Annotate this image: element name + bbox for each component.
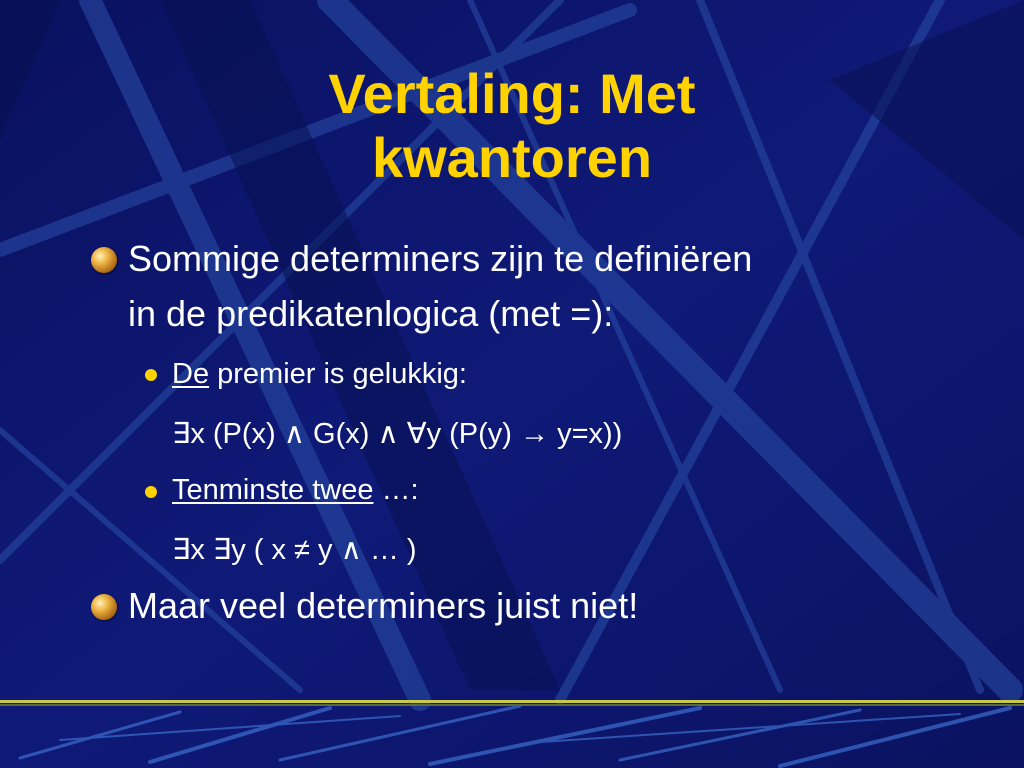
sub-item-2-formula: ∃x ∃y ( x ≠ y ∧ … ) <box>172 534 417 566</box>
sub-item-1 <box>172 354 467 394</box>
bullet-2: Maar veel determiners juist niet! <box>128 585 639 626</box>
slide-title-line1: Vertaling: Met <box>328 62 696 125</box>
sub-item-1-rest: premier is gelukkig: <box>209 358 467 390</box>
slide-title-line2: kwantoren <box>371 126 653 189</box>
sub-item-2-rest: …: <box>373 474 419 506</box>
bullet-1-line1: Sommige determiners zijn te definiëren <box>128 238 753 279</box>
sub-item-1-formula: ∃x (P(x) ∧ G(x) ∧ ∀y (P(y) → y=x)) <box>172 418 623 450</box>
bullet-ball-icon <box>91 594 117 620</box>
sub-item-2-underlined: Tenminste twee <box>172 474 374 506</box>
sub-item-2 <box>172 470 419 510</box>
sub-item-1-underlined: De <box>172 358 210 390</box>
bullet-ball-icon <box>91 247 117 273</box>
bullet-dot-icon <box>145 369 157 381</box>
bullet-1-line2: in de predikatenlogica (met =): <box>128 293 614 334</box>
bullet-dot-icon <box>145 486 157 498</box>
